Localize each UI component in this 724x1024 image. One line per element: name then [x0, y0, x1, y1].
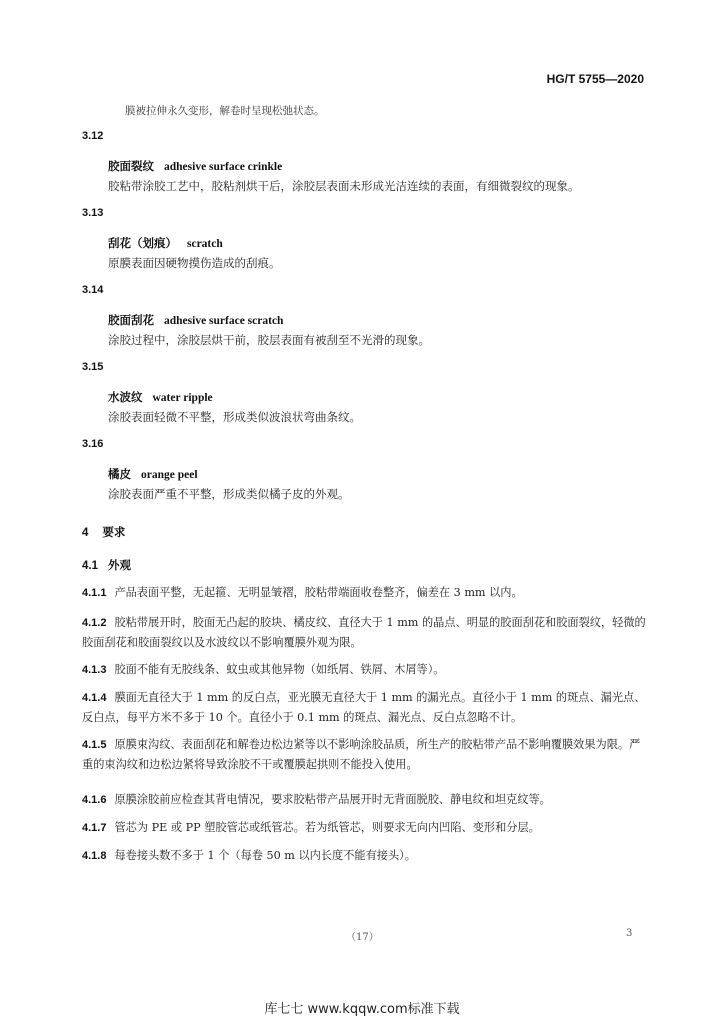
subsection-number: 4.1	[82, 560, 98, 572]
clause	[82, 846, 648, 866]
clause	[82, 790, 648, 810]
section-number: 4	[82, 527, 89, 539]
term-en: adhesive surface scratch	[164, 315, 284, 327]
term-number: 3.15	[82, 361, 104, 373]
subsection-title: 外观	[108, 560, 131, 572]
clause-number: 4.1.4	[82, 692, 107, 704]
clause-text: 膜面无直径大于 1 mm 的反白点，亚光膜无直径大于 1 mm 的漏光点。直径小于 1 mm 的斑点、漏光点、反白点，每平方米不多于 10 个。直径小于 0.1 mm 的斑点、漏光点、反白点忽略不计。	[82, 691, 646, 724]
term-definition: 涂胶表面轻微不平整，形成类似波浪状弯曲条纹。	[108, 410, 361, 424]
term-zh: 刮花（划痕）	[108, 236, 177, 250]
clause-number: 4.1.7	[82, 822, 107, 834]
term-title	[108, 158, 282, 174]
clause-text: 原膜涂胶前应检查其背电情况，要求胶粘带产品展开时无背面脱胶、静电纹和坦克纹等。	[114, 793, 551, 806]
section-title: 要求	[102, 527, 126, 539]
clause-text: 胶粘带展开时，胶面无凸起的胶块、橘皮纹、直径大于 1 mm 的晶点、明显的胶面刮花和胶面裂纹，轻微的胶面刮花和胶面裂纹以及水波纹以不影响覆膜外观为限。	[82, 616, 646, 649]
clause-text: 每卷接头数不多于 1 个（每卷 50 m 以内长度不能有接头）。	[114, 849, 416, 862]
clause	[82, 735, 648, 775]
term-title	[108, 312, 283, 328]
clause-number: 4.1.5	[82, 739, 107, 751]
term-number: 3.14	[82, 284, 104, 296]
standard-code: HG/T 5755—2020	[546, 72, 644, 86]
footer-watermark-text: 库七七 www.kqqw.com标准下载	[264, 1002, 460, 1017]
section-heading	[82, 524, 125, 540]
term-zh: 水波纹	[108, 390, 143, 404]
term-number: 3.12	[82, 130, 104, 142]
term-en: adhesive surface crinkle	[164, 161, 283, 173]
clause-text: 产品表面平整，无起箍、无明显皱褶，胶粘带端面收卷整齐，偏差在 3 mm 以内。	[114, 586, 523, 599]
term-number: 3.16	[82, 438, 104, 450]
clause-text: 胶面不能有无胶线条、蚊虫或其他异物（如纸屑、铁屑、木屑等）。	[114, 663, 445, 676]
term-zh: 胶面刮花	[108, 313, 154, 327]
subsection-heading	[82, 557, 131, 573]
clause-number: 4.1.6	[82, 794, 107, 806]
inner-page-mark: （17）	[346, 932, 379, 943]
clause	[82, 688, 648, 728]
term-definition: 涂胶过程中，涂胶层烘干前，胶层表面有被刮至不光滑的现象。	[108, 333, 430, 347]
page-number: 3	[626, 928, 633, 939]
term-number: 3.13	[82, 207, 104, 219]
clause-number: 4.1.3	[82, 664, 107, 676]
term-zh: 胶面裂纹	[108, 159, 154, 173]
clause	[82, 583, 648, 603]
clause-text: 管芯为 PE 或 PP 塑胶管芯或纸管芯。若为纸管芯，则要求无向内凹陷、变形和分层。	[114, 821, 540, 834]
term-definition: 胶粘带涂胶工艺中，胶粘剂烘干后，涂胶层表面未形成光洁连续的表面，有细微裂纹的现象。	[108, 179, 580, 193]
term-title	[108, 389, 213, 405]
clause	[82, 818, 648, 838]
term-title	[108, 466, 198, 482]
clause-number: 4.1.2	[82, 617, 107, 629]
clause-number: 4.1.1	[82, 587, 107, 599]
term-definition: 原膜表面因硬物摸伤造成的刮痕。	[108, 256, 281, 270]
term-title	[108, 235, 223, 251]
continuation-text: 膜被拉伸永久变形，解卷时呈现松弛状态。	[125, 105, 325, 117]
term-en: orange peel	[141, 469, 198, 481]
term-en: scratch	[187, 238, 223, 250]
term-en: water ripple	[152, 392, 213, 404]
term-definition: 涂胶表面严重不平整，形成类似橘子皮的外观。	[108, 487, 350, 501]
clause	[82, 613, 648, 653]
clause	[82, 660, 648, 680]
clause-number: 4.1.8	[82, 850, 107, 862]
term-zh: 橘皮	[108, 467, 131, 481]
clause-text: 原膜束沟纹、表面刮花和解卷边松边紧等以不影响涂胶品质，所生产的胶粘带产品不影响覆膜效果为限。严重的束沟纹和边松边紧将导致涂胶不干或覆膜起拱则不能投入使用。	[82, 738, 641, 771]
